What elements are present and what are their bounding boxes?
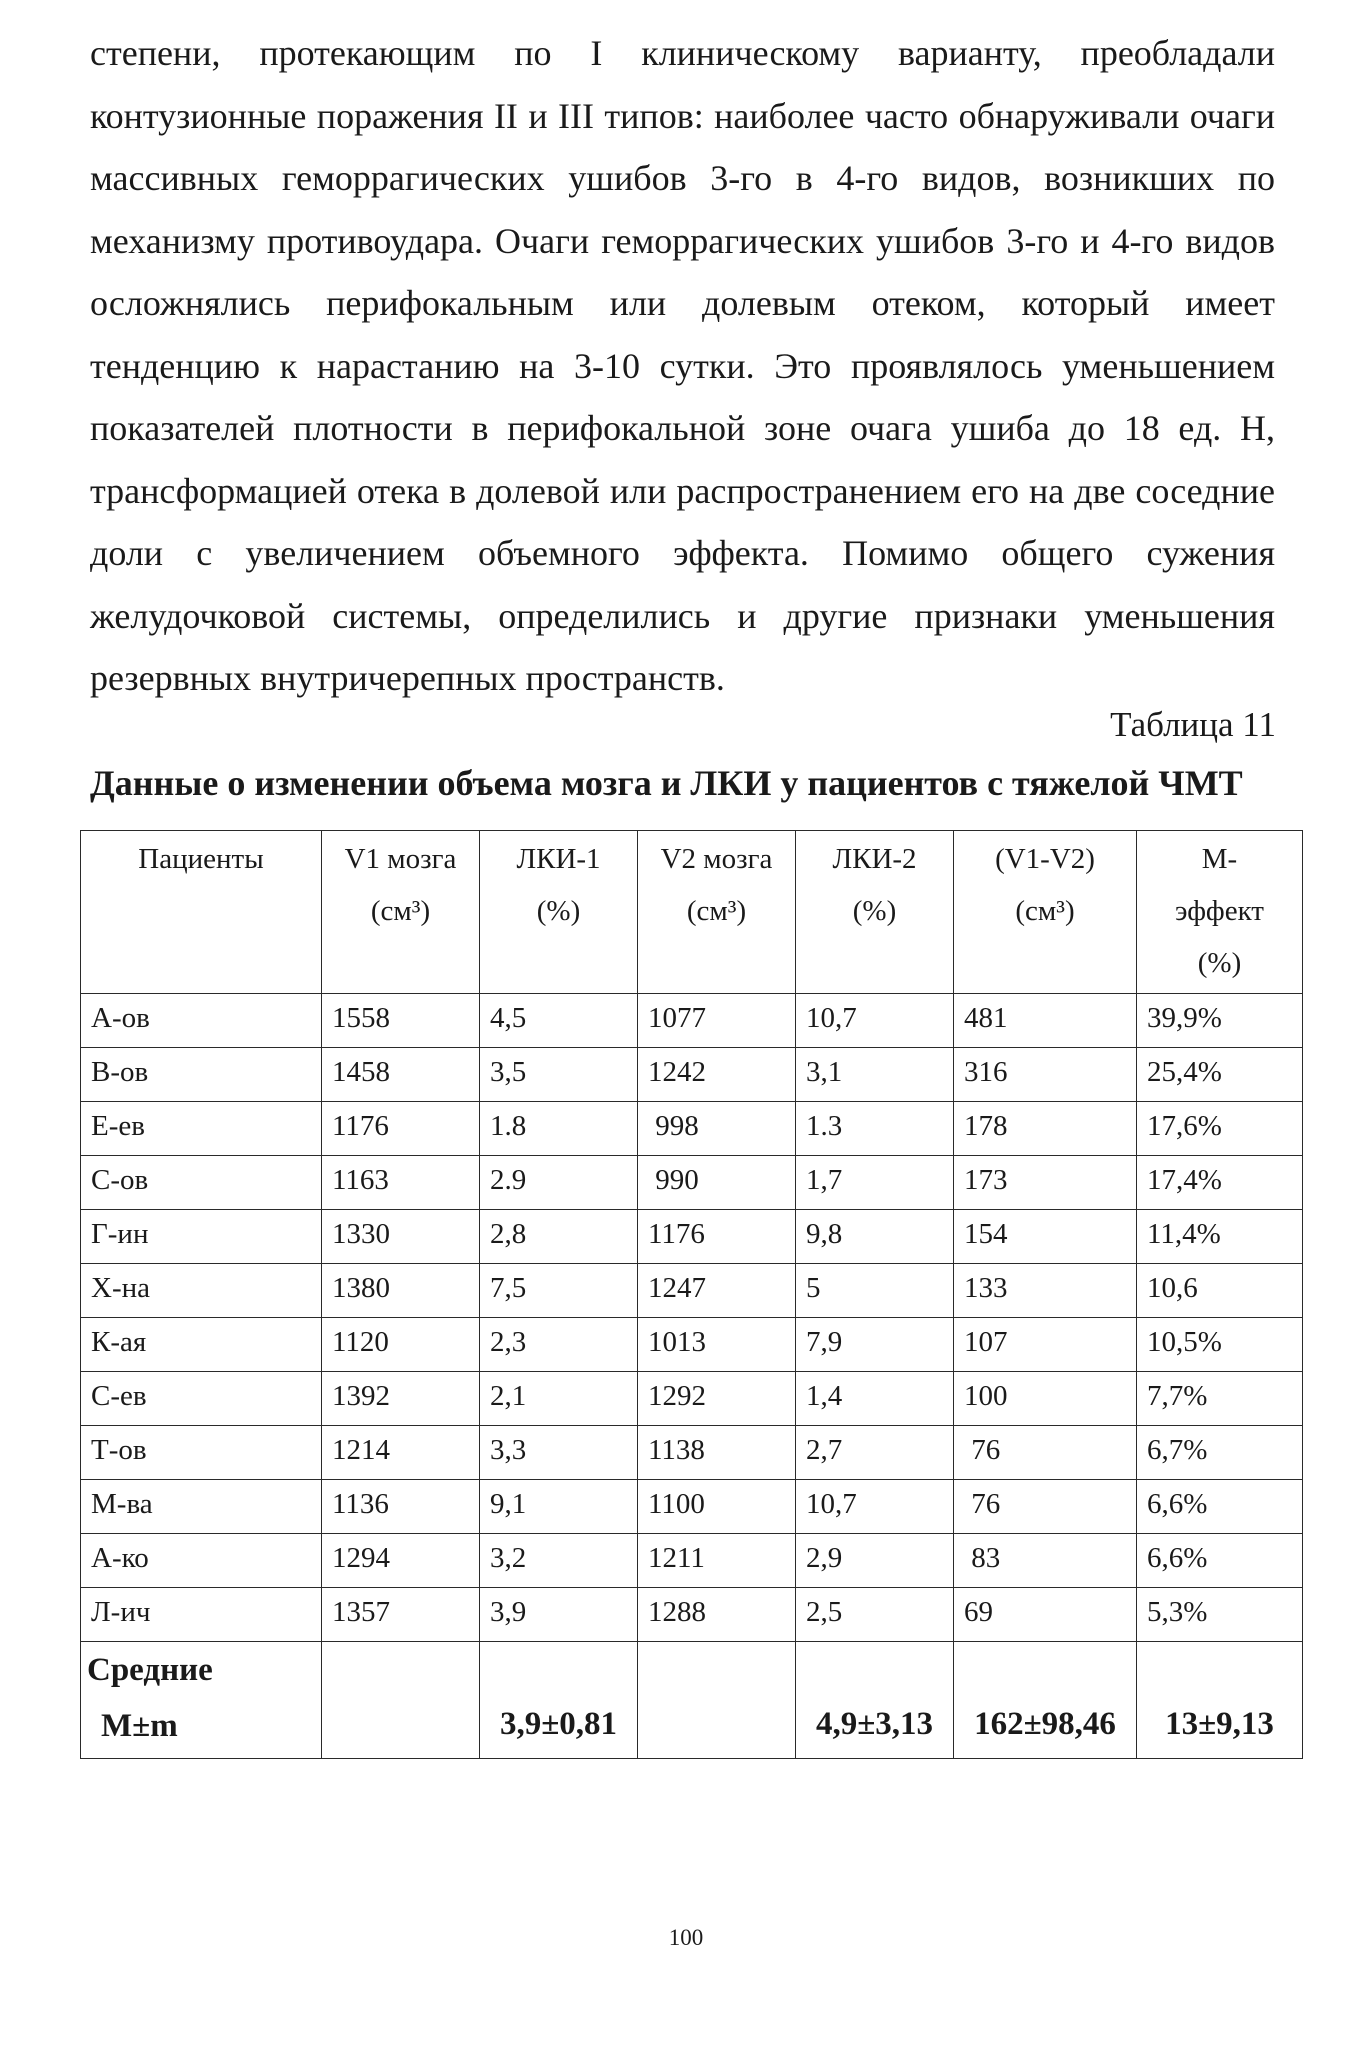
paragraph-line: резервных внутричерепных пространств. (90, 658, 725, 698)
table-title: Данные о изменении объема мозга и ЛКИ у пациентов с тяжелой ЧМТ (90, 763, 1243, 803)
value-cell: 2.9 (480, 1156, 638, 1210)
value-cell: 3,9 (480, 1588, 638, 1642)
table-header-row (81, 831, 1303, 994)
column-header-text: ЛКИ-1 (516, 843, 601, 875)
value-cell: 17,6% (1137, 1102, 1303, 1156)
value-cell: 69 (954, 1588, 1137, 1642)
value-cell: 3,3 (480, 1426, 638, 1480)
value-cell: 6,7% (1137, 1426, 1303, 1480)
value-cell: 25,4% (1137, 1048, 1303, 1102)
column-header-text: (см³) (370, 895, 431, 927)
value-cell: 1120 (322, 1318, 480, 1372)
table-row (81, 1372, 1303, 1426)
value-cell: 1242 (638, 1048, 796, 1102)
value-cell: 1176 (638, 1210, 796, 1264)
table-row (81, 1264, 1303, 1318)
value-cell: 9,1 (480, 1480, 638, 1534)
average-value: 3,9±0,81 (499, 1706, 618, 1742)
column-header-text: Пациенты (138, 843, 264, 875)
value-cell: 6,6% (1137, 1534, 1303, 1588)
value-cell: 1163 (322, 1156, 480, 1210)
table-row (81, 1588, 1303, 1642)
value-cell: 4,5 (480, 994, 638, 1048)
column-header-text: эффект (1175, 895, 1264, 927)
column-header-text: ЛКИ-2 (832, 843, 917, 875)
value-cell: 17,4% (1137, 1156, 1303, 1210)
value-cell: 1,7 (796, 1156, 954, 1210)
average-value-cell (322, 1642, 480, 1759)
value-cell: 1247 (638, 1264, 796, 1318)
value-cell: 2,1 (480, 1372, 638, 1426)
value-cell: 2,9 (796, 1534, 954, 1588)
average-value-cell (480, 1642, 638, 1759)
patient-cell: Л-ич (81, 1588, 322, 1642)
value-cell: 1392 (322, 1372, 480, 1426)
column-header-text: V1 мозга (344, 843, 457, 875)
average-value-cell (1137, 1642, 1303, 1759)
value-cell: 1,4 (796, 1372, 954, 1426)
value-cell: 3,2 (480, 1534, 638, 1588)
value-cell: 1100 (638, 1480, 796, 1534)
table-row (81, 1318, 1303, 1372)
value-cell: 10,7 (796, 994, 954, 1048)
value-cell: 1288 (638, 1588, 796, 1642)
column-header-text: (см³) (686, 895, 747, 927)
value-cell: 107 (954, 1318, 1137, 1372)
patient-cell: Т-ов (81, 1426, 322, 1480)
patient-cell: Х-на (81, 1264, 322, 1318)
value-cell: 6,6% (1137, 1480, 1303, 1534)
average-value: 13±9,13 (1165, 1706, 1274, 1742)
column-header-text: М- (1201, 843, 1238, 875)
column-header (638, 831, 796, 994)
column-header-text: (%) (1197, 947, 1242, 979)
average-value (328, 1642, 473, 1696)
column-header-text: V2 мозга (660, 843, 773, 875)
paragraph-line: контузионные поражения II и III типов: наиболее часто обнаруживали очаги (90, 95, 1275, 136)
value-cell: 1.8 (480, 1102, 638, 1156)
column-header (1137, 831, 1303, 994)
data-table (80, 830, 1303, 1759)
average-value (644, 1642, 789, 1696)
table-row (81, 1534, 1303, 1588)
value-cell: 316 (954, 1048, 1137, 1102)
value-cell: 2,3 (480, 1318, 638, 1372)
patient-cell: Г-ин (81, 1210, 322, 1264)
paragraph-line: показателей плотности в перифокальной зоне очага ушиба до 18 ед. Н, (90, 408, 1275, 448)
paragraph-line: механизму противоудара. Очаги геморрагических ушибов 3-го и 4-го видов (90, 220, 1275, 261)
average-value: 162±98,46 (974, 1706, 1116, 1742)
value-cell: 83 (954, 1534, 1137, 1588)
value-cell: 154 (954, 1210, 1137, 1264)
table-row (81, 994, 1303, 1048)
value-cell: 10,7 (796, 1480, 954, 1534)
average-sublabel: M±m (101, 1708, 178, 1744)
value-cell: 1357 (322, 1588, 480, 1642)
column-header (796, 831, 954, 994)
value-cell: 178 (954, 1102, 1137, 1156)
paragraph-line: тенденцию к нарастанию на 3-10 сутки. Это проявлялось уменьшением (90, 345, 1275, 386)
paragraph-line: степени, протекающим по I клиническому варианту, преобладали (90, 33, 1275, 73)
column-header-text: (см³) (1015, 895, 1075, 927)
value-cell: 1136 (322, 1480, 480, 1534)
column-header (322, 831, 480, 994)
value-cell: 1558 (322, 994, 480, 1048)
paragraph-line: массивных геморрагических ушибов 3-го в 4-го видов, возникших по (90, 158, 1275, 198)
average-value-cell (638, 1642, 796, 1759)
value-cell: 7,9 (796, 1318, 954, 1372)
paragraph-line: желудочковой системы, определились и другие признаки уменьшения (90, 595, 1275, 636)
value-cell: 76 (954, 1426, 1137, 1480)
table-row (81, 1156, 1303, 1210)
value-cell: 10,5% (1137, 1318, 1303, 1372)
value-cell: 133 (954, 1264, 1137, 1318)
column-header-text: (%) (852, 895, 897, 927)
value-cell: 990 (638, 1156, 796, 1210)
paragraph-line: доли с увеличением объемного эффекта. Помимо общего сужения (90, 533, 1275, 573)
patient-cell: А-ко (81, 1534, 322, 1588)
average-label-cell (81, 1642, 322, 1759)
average-label: Средние (87, 1652, 213, 1688)
value-cell: 5,3% (1137, 1588, 1303, 1642)
table-row (81, 1102, 1303, 1156)
patient-cell: В-ов (81, 1048, 322, 1102)
value-cell: 998 (638, 1102, 796, 1156)
column-header-text: (%) (536, 895, 581, 927)
value-cell: 173 (954, 1156, 1137, 1210)
value-cell: 7,7% (1137, 1372, 1303, 1426)
patient-cell: С-ов (81, 1156, 322, 1210)
value-cell: 1013 (638, 1318, 796, 1372)
body-paragraph (90, 22, 1275, 710)
column-header (81, 831, 322, 994)
value-cell: 1.3 (796, 1102, 954, 1156)
value-cell: 1458 (322, 1048, 480, 1102)
table-row (81, 1426, 1303, 1480)
patient-cell: К-ая (81, 1318, 322, 1372)
value-cell: 10,6 (1137, 1264, 1303, 1318)
value-cell: 1294 (322, 1534, 480, 1588)
patient-cell: М-ва (81, 1480, 322, 1534)
page-number: 100 (668, 1925, 704, 1950)
value-cell: 100 (954, 1372, 1137, 1426)
paragraph-line: осложнялись перифокальным или долевым отеком, который имеет (90, 283, 1275, 323)
table-caption: Таблица 11 (1110, 705, 1276, 744)
value-cell: 1292 (638, 1372, 796, 1426)
value-cell: 2,8 (480, 1210, 638, 1264)
average-row (81, 1642, 1303, 1759)
value-cell: 9,8 (796, 1210, 954, 1264)
value-cell: 1214 (322, 1426, 480, 1480)
column-header-text: (V1-V2) (995, 843, 1095, 875)
column-header (954, 831, 1137, 994)
value-cell: 11,4% (1137, 1210, 1303, 1264)
table-row (81, 1048, 1303, 1102)
value-cell: 1138 (638, 1426, 796, 1480)
value-cell: 3,5 (480, 1048, 638, 1102)
column-header (480, 831, 638, 994)
value-cell: 76 (954, 1480, 1137, 1534)
value-cell: 1176 (322, 1102, 480, 1156)
value-cell: 1077 (638, 994, 796, 1048)
value-cell: 3,1 (796, 1048, 954, 1102)
patient-cell: А-ов (81, 994, 322, 1048)
patient-cell: Е-ев (81, 1102, 322, 1156)
value-cell: 2,7 (796, 1426, 954, 1480)
patient-cell: С-ев (81, 1372, 322, 1426)
value-cell: 1330 (322, 1210, 480, 1264)
value-cell: 1211 (638, 1534, 796, 1588)
value-cell: 481 (954, 994, 1137, 1048)
value-cell: 39,9% (1137, 994, 1303, 1048)
paragraph-line: трансформацией отека в долевой или распространением его на две соседние (90, 470, 1275, 511)
value-cell: 5 (796, 1264, 954, 1318)
value-cell: 7,5 (480, 1264, 638, 1318)
average-value: 4,9±3,13 (815, 1706, 934, 1742)
table-row (81, 1210, 1303, 1264)
average-value-cell (796, 1642, 954, 1759)
table-row (81, 1480, 1303, 1534)
average-value-cell (954, 1642, 1137, 1759)
value-cell: 1380 (322, 1264, 480, 1318)
value-cell: 2,5 (796, 1588, 954, 1642)
